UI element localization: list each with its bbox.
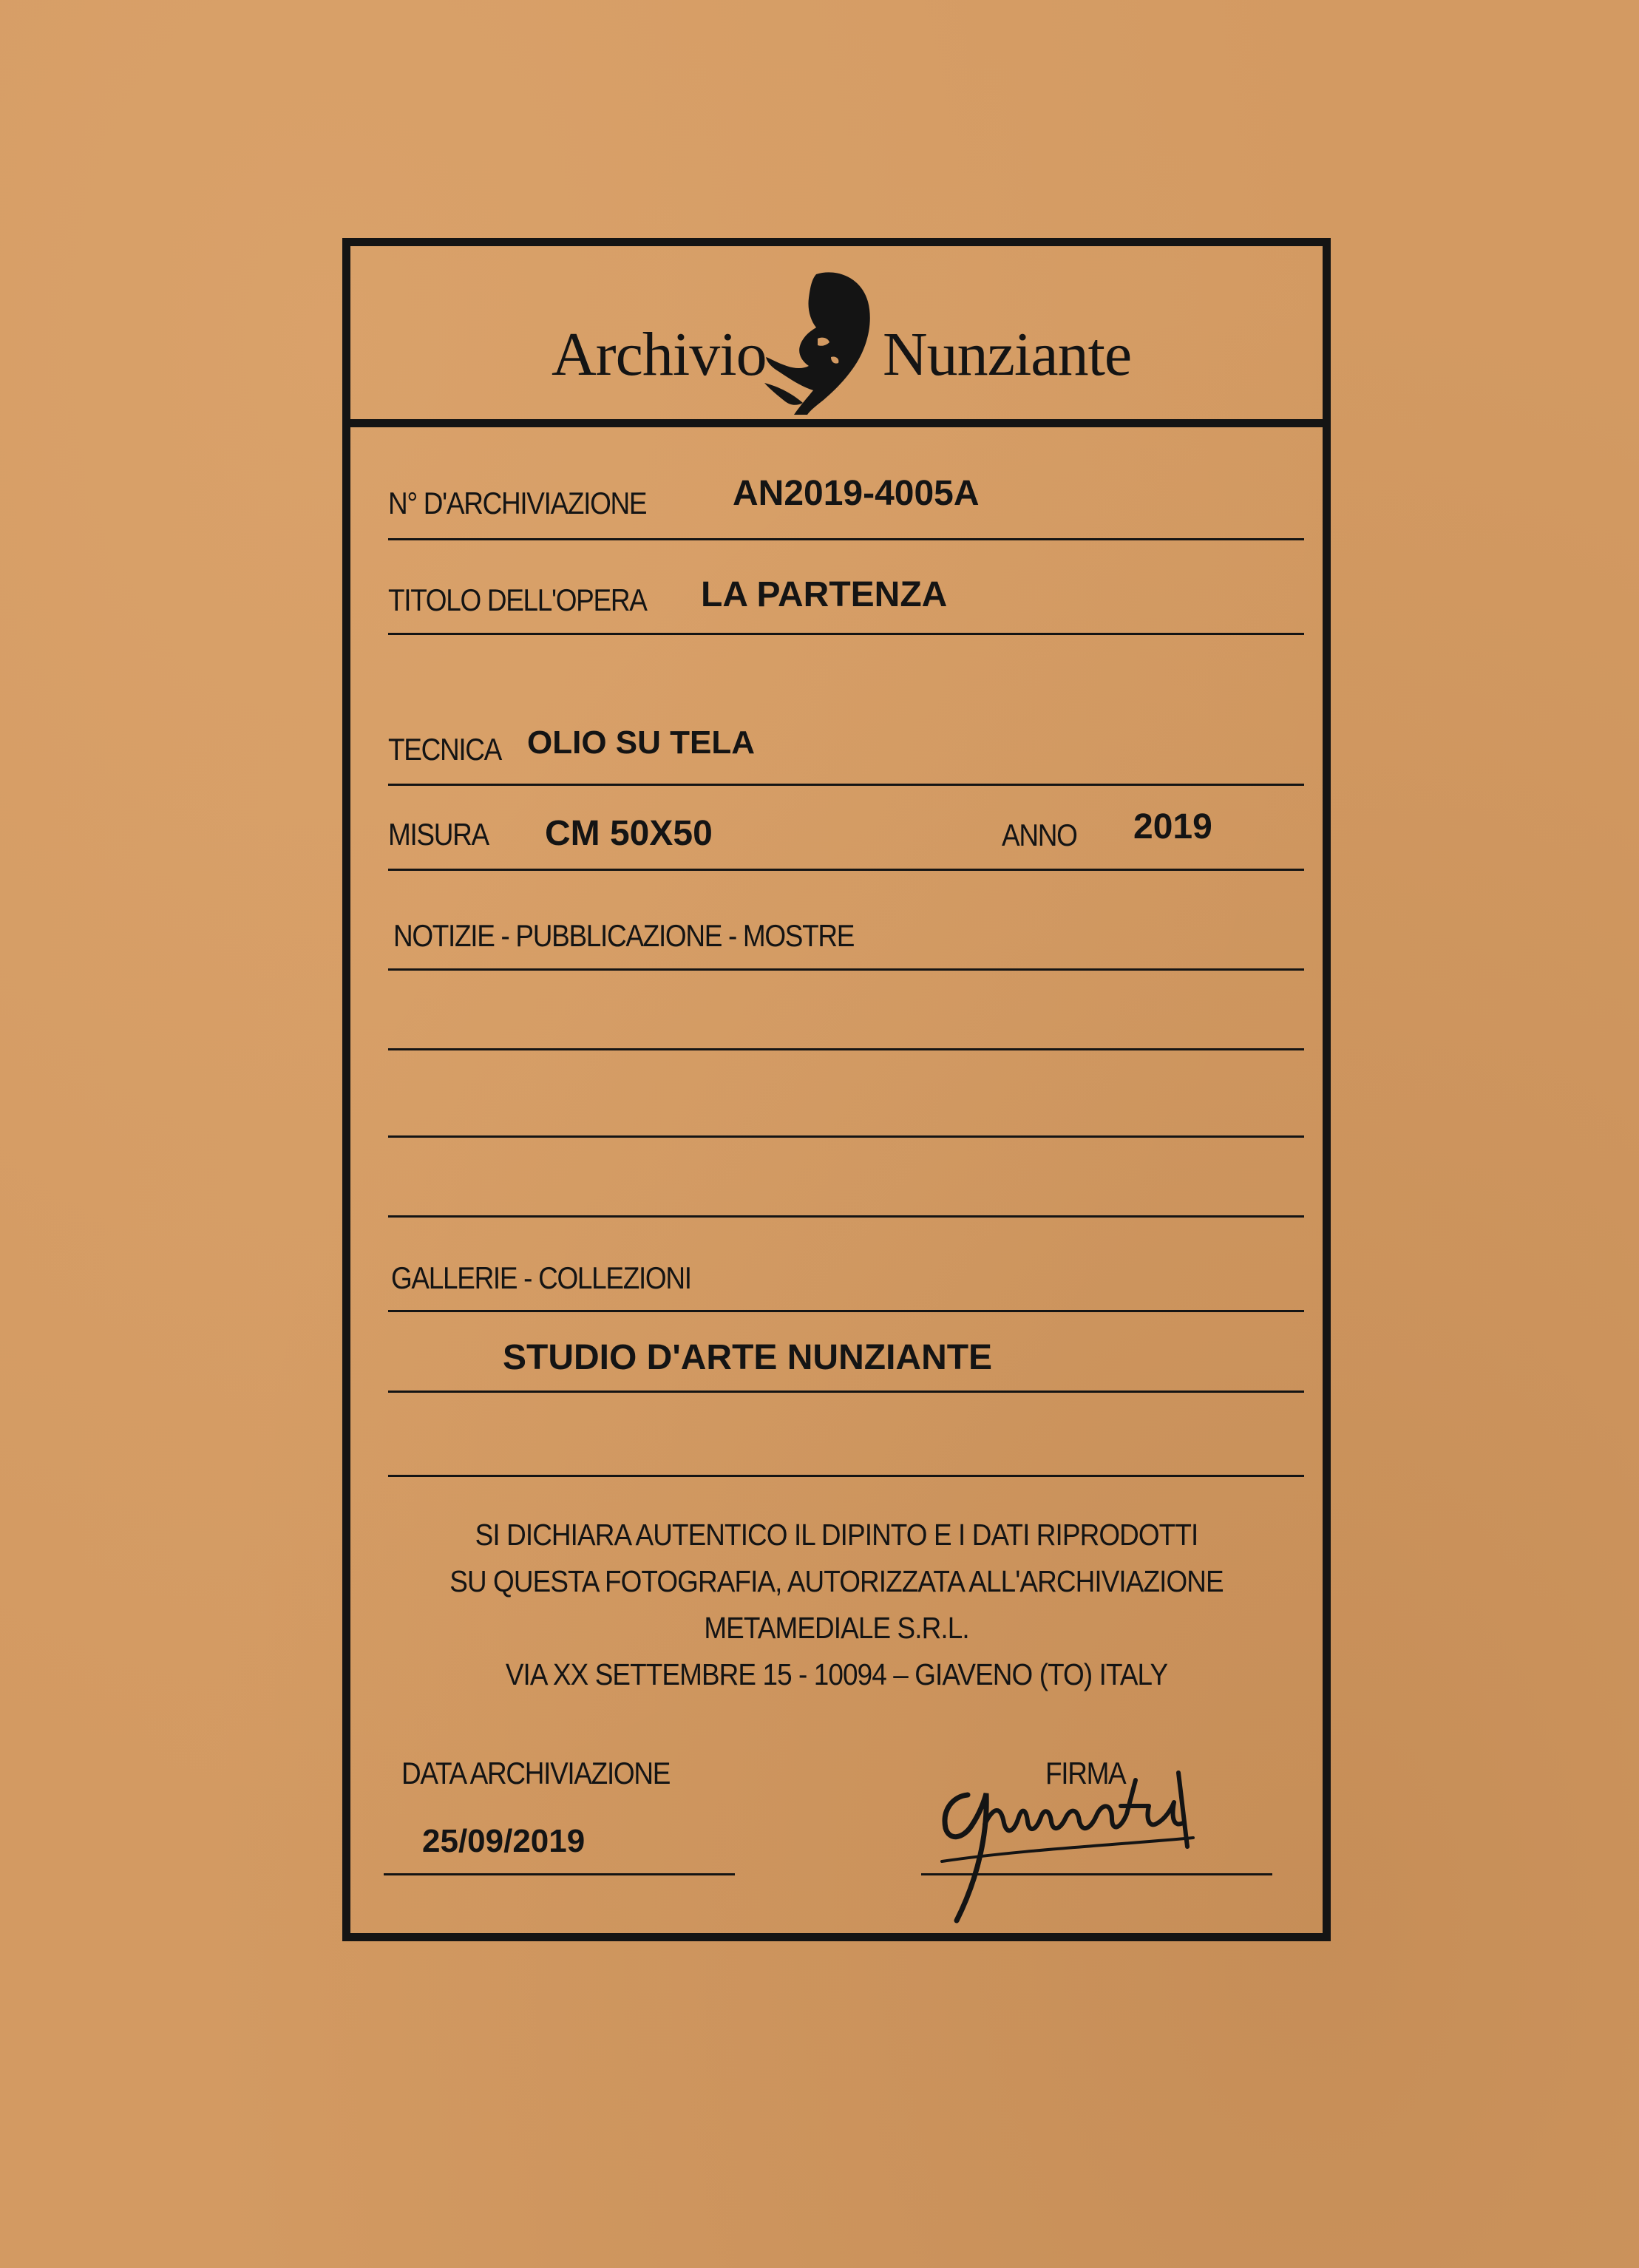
- card-header: [350, 246, 1323, 427]
- date-value: 25/09/2019: [422, 1823, 586, 1859]
- archive-number-label: N° D'ARCHIVIAZIONE: [388, 486, 647, 520]
- news-label: NOTIZIE - PUBBLICAZIONE - MOSTRE: [393, 918, 855, 953]
- title-label: TITOLO DELL'OPERA: [388, 583, 647, 617]
- technique-value: OLIO SU TELA: [527, 724, 755, 761]
- galleries-value: STUDIO D'ARTE NUNZIANTE: [503, 1338, 993, 1377]
- declaration-line-4: VIA XX SETTEMBRE 15 - 10094 – GIAVENO (TO) ITALY: [505, 1657, 1168, 1691]
- galleries-rule-3: [388, 1475, 1304, 1477]
- year-value: 2019: [1133, 807, 1212, 846]
- archive-number-value: AN2019-4005A: [733, 474, 980, 513]
- news-rule-2: [388, 1048, 1304, 1050]
- declaration-block: [350, 1512, 1323, 1698]
- technique-rule: [388, 784, 1304, 786]
- year-label: ANNO: [1002, 818, 1077, 852]
- news-rule-3: [388, 1135, 1304, 1138]
- galleries-rule-1: [388, 1310, 1304, 1312]
- date-label: DATA ARCHIVIAZIONE: [401, 1756, 671, 1790]
- galleries-rule-2: [388, 1391, 1304, 1393]
- archive-card: [342, 238, 1331, 1941]
- size-value: CM 50X50: [545, 814, 713, 853]
- profile-portrait-icon: [764, 268, 886, 416]
- title-rule: [388, 633, 1304, 635]
- galleries-label: GALLERIE - COLLEZIONI: [391, 1260, 691, 1295]
- size-label: MISURA: [388, 817, 489, 852]
- news-rule-1: [388, 968, 1304, 971]
- signature-icon: [927, 1751, 1238, 1928]
- signature-text: Nunziante: [942, 1868, 949, 1870]
- technique-label: TECNICA: [388, 732, 501, 767]
- logo-left-text: Archivio: [552, 320, 767, 389]
- date-rule: [384, 1873, 735, 1875]
- signature-rule: [921, 1873, 1272, 1875]
- logo-right-text: Nunziante: [883, 320, 1132, 389]
- size-rule: [388, 869, 1304, 871]
- news-rule-4: [388, 1215, 1304, 1218]
- archive-number-rule: [388, 538, 1304, 540]
- signature-label: FIRMA: [1045, 1756, 1126, 1790]
- declaration-line-2: SU QUESTA FOTOGRAFIA, AUTORIZZATA ALL'ARCHIVIAZIONE: [449, 1564, 1224, 1598]
- title-value: LA PARTENZA: [701, 575, 948, 614]
- declaration-line-3: METAMEDIALE S.R.L.: [704, 1611, 969, 1645]
- declaration-line-1: SI DICHIARA AUTENTICO IL DIPINTO E I DATI RIPRODOTTI: [475, 1518, 1198, 1552]
